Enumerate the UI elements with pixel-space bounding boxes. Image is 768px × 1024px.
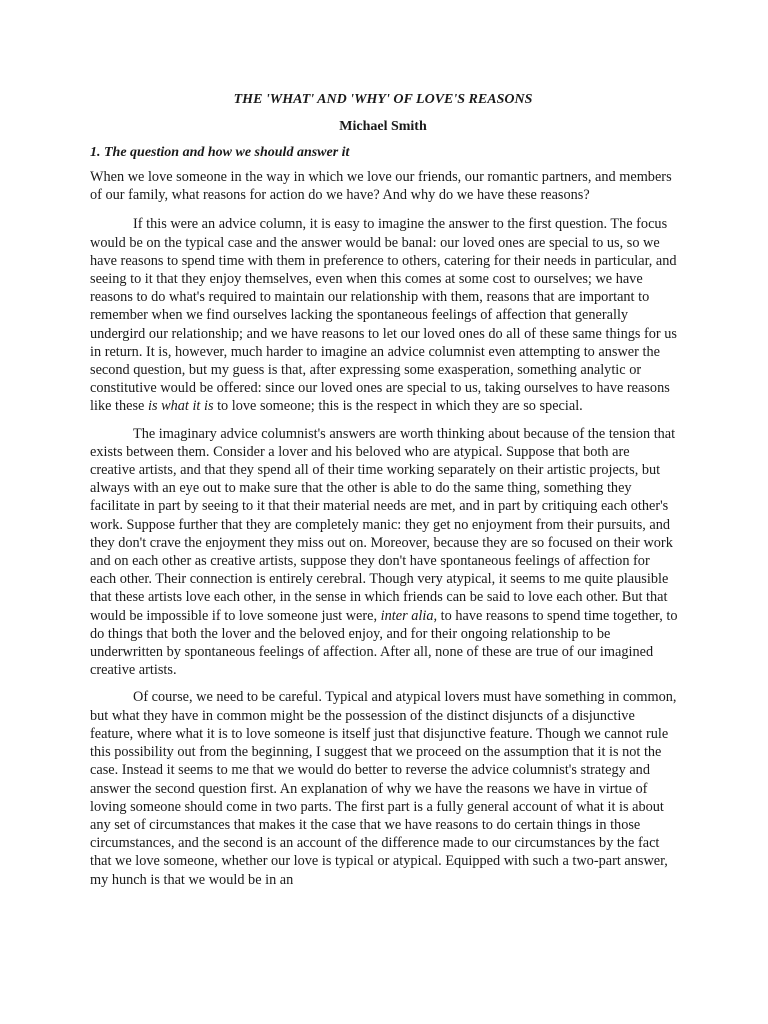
paragraph-2-text-a: If this were an advice column, it is easy to imagine the answer to the first question. The focus would be on the typical case and the answer would be banal: our loved ones are special to us, so we have reasons to spend time with them in preference to others, catering for their needs in particular, and seeing to it that they enjoy themselves, even when this comes at some cost to ourselves; we have reasons to do what's required to maintain our relationship with them, reasons that are important to remember when we find ourselves lacking the spontaneous feelings of affection that generally undergird our relationship; and we have reasons to let our loved ones do all of these same things for us in return. It is, however, much harder to imagine an advice columnist even attempting to answer the second question, but my guess is that, after expressing some exasperation, something analytic or constitutive would be offered: since our loved ones are special to us, taking ourselves to have reasons like these — [90, 216, 677, 415]
paragraph-3-text-b: to have reasons to spend time together, to do things that both the lover and the beloved enjoy, and for their ongoing relationship to be underwritten by spontaneous feelings of affection. After all, none of these are true of our imagined creative artists. — [90, 607, 678, 679]
document-title: THE 'WHAT' AND 'WHY' OF LOVE'S REASONS — [233, 92, 533, 107]
paragraph-3-text-a: The imaginary advice columnist's answers are worth thinking about because of the tension that exists between them. Consider a lover and his beloved who are atypical. Suppose that both are creative artists, and that they spend all of their time working separately on their artistic projects, but always with an eye out to make sure that the other is able to do the same thing, something they facilitate in part by seeing to it that their material needs are met, and in part by critiquing each other's work. Suppose further that they are completely manic: they get no enjoyment from their pursuits, and they don't crave the enjoyment they miss out on. Moreover, because they are so focused on their work and on each other as creative artists, suppose they don't have spontaneous feelings of affection for each other. Their connection is entirely cerebral. Though very atypical, it seems to me quite plausible that these artists love each other, in the sense in which friends can be said to love each other. But that would be impossible if to love someone just were, — [90, 425, 676, 624]
paragraph-3-emphasis: inter alia, — [380, 607, 438, 624]
paragraph-4: Of course, we need to be careful. Typical and atypical lovers must have something in common, but what they have in common might be the possession of the distinct disjuncts of a disjunctive feature, where what it is to love someone is itself just that disjunctive feature. Though we cannot rule this possibility out from the beginning, I suggest that we proceed on the assumption that it is not the case. Instead it seems to me that we would do better to reverse the advice columnist's strategy and answer the second question first. An explanation of why we have the reasons we have in virtue of loving someone should come in two parts. The first part is a fully general account of what it is about any set of circumstances that makes it the case that we have reasons to do certain things in those circumstances, and the second is an account of the difference made to our circumstances by the fact that we love someone, whether our love is typical or atypical. Equipped with such a two-part answer, my hunch is that we would be in an — [90, 689, 677, 888]
body-text — [90, 168, 678, 898]
section-heading: 1. The question and how we should answer it — [90, 145, 350, 160]
author-name: Michael Smith — [339, 119, 427, 134]
paragraph-2 — [90, 215, 678, 415]
paragraph-3 — [90, 425, 678, 680]
paragraph-2-emphasis: is what it is — [147, 398, 214, 415]
paragraph-2-text-b: to love someone; this is the respect in which they are so special. — [213, 398, 583, 415]
paragraph-1: When we love someone in the way in which we love our friends, our romantic partners, and members of our family, what reasons for action do we have? And why do we have these reasons? — [90, 169, 672, 204]
